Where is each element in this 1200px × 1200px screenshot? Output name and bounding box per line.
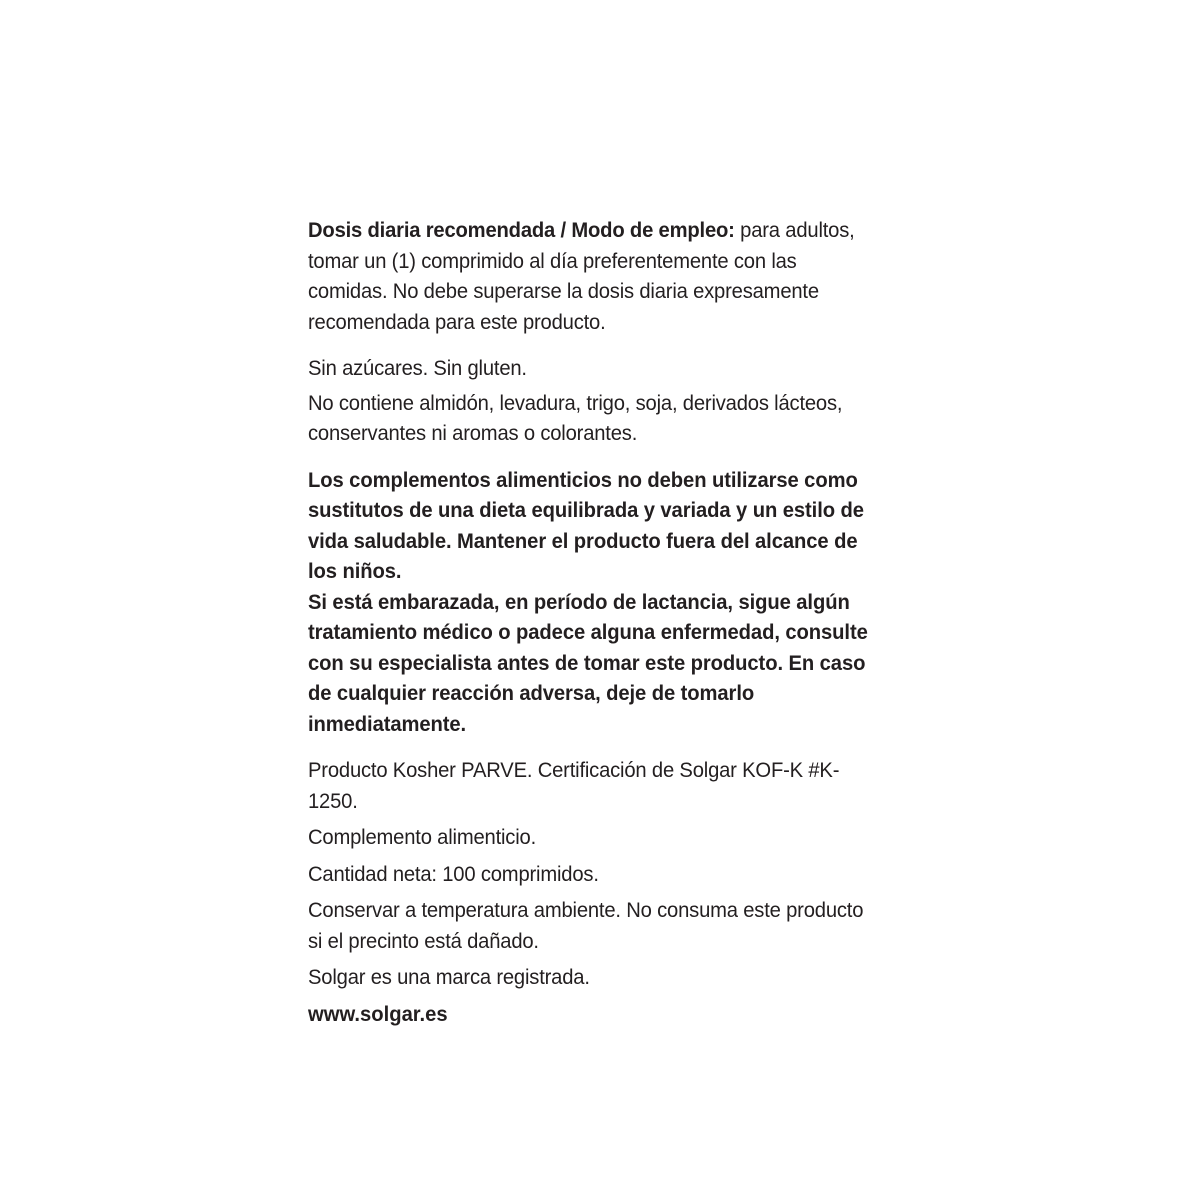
trademark-text: Solgar es una marca registrada. [308,965,590,990]
storage-instructions-text: Conservar a temperatura ambiente. No consuma este producto si el precinto está dañado. [308,898,864,953]
net-quantity-text: Cantidad neta: 100 comprimidos. [308,861,599,886]
kosher-certification-text: Producto Kosher PARVE. Certificación de Solgar KOF-K #K-1250. [308,758,840,813]
dosage-paragraph [308,215,872,337]
website-link[interactable]: www.solgar.es [308,1001,448,1026]
warning-pregnancy-text: Si está embarazada, en período de lactancia, sigue algún tratamiento médico o padece alguna enfermedad, consulte con su especialista antes de tomar este producto. En caso de cualquier reacción adversa, deje de tomarlo inmediatamente. [308,589,868,736]
warnings-block [308,465,872,740]
footer-info-block [308,755,908,1029]
free-from-text: Sin azúcares. Sin gluten. [308,356,527,381]
product-label-panel [308,215,908,1029]
no-contains-text: No contiene almidón, levadura, trigo, soja, derivados lácteos, conservantes ni aromas o colorantes. [308,390,843,446]
supplement-type-text: Complemento alimenticio. [308,825,537,850]
warning-supplement-text: Los complementos alimenticios no deben utilizarse como sustitutos de una dieta equilibrada y variada y un estilo de vida saludable. Mantener el producto fuera del alcance de los niños. [308,467,864,584]
dosage-text: para adultos, tomar un (1) comprimido al día preferentemente con las comidas. No debe superarse la dosis diaria expresamente recomendada para este producto. [308,218,855,334]
dosage-heading: Dosis diaria recomendada / Modo de empleo: [308,218,735,242]
